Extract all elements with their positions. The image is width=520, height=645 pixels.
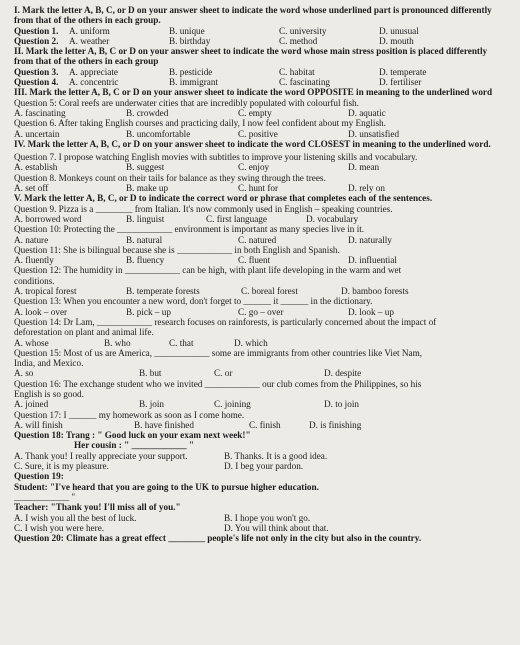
question-8-options: A. set off B. make up C. hunt for D. rely on (14, 183, 385, 194)
question-19-blank: ____________ " (14, 491, 76, 502)
section-v-instruction: V. Mark the letter A, B, C, or D to indicate the correct word or phrase that completes each of the sentences. (14, 193, 433, 204)
question-9-options: A. borrowed word B. linguist C. first language D. vocabulary (14, 213, 359, 224)
question-17-options: A. will finish B. have finished C. finish D. is finishing (14, 419, 362, 430)
question-7-options: A. establish B. suggest C. enjoy D. mean (14, 162, 380, 173)
question-20-stem: Question 20: Climate has a great effect ________ people's life not only in the city but also in the country. (14, 533, 422, 544)
question-13-options: A. look – over B. pick – up C. go – over D. look – up (14, 306, 394, 317)
question-10-options: A. nature B. natural C. natured D. naturally (14, 234, 392, 245)
question-6-options: A. uncertain B. uncomfortable C. positive D. unsatisfied (14, 128, 400, 139)
worksheet-page (8, 0, 514, 645)
question-19-teacher: Teacher: "Thank you! I'll miss all of you." (14, 502, 181, 513)
question-13-stem: Question 13: When you encounter a new word, don't forget to ______ it ______ in the dictionary. (14, 296, 373, 307)
question-8-stem: Question 8. Monkeys count on their tails for balance as they swing through the trees. (14, 172, 326, 183)
question-2: Question 2. A. weather B. birthday C. method D. mouth (14, 35, 414, 46)
question-19-options-ab: A. I wish you all the best of luck. B. I hope you won't go. (14, 512, 311, 523)
question-14-options: A. whose B. who C. that D. which (14, 337, 268, 348)
question-3: Question 3. A. appreciate B. pesticide C. habitat D. temperate (14, 66, 427, 77)
question-18-options-ab: A. Thank you! I really appreciate your support. B. Thanks. It is a good idea. (14, 450, 328, 461)
question-11-options: A. fluently B. fluency C. fluent D. influential (14, 255, 397, 266)
question-16-options: A. joined B. join C. joining D. to join (14, 399, 359, 410)
question-19-label: Question 19: (14, 471, 64, 482)
section-ii-instruction: II. Mark the letter A, B, C or D on your answer sheet to indicate the word whose main stress position is placed differently from that of the others in each group (14, 46, 488, 67)
question-16-stem: Question 16: The exchange student who we invited ____________ our club comes from the Philippines, so his (14, 378, 422, 389)
question-7-stem: Question 7. I propose watching English movies with subtitles to improve your listening skills and vocabulary. (14, 152, 418, 163)
question-18-options-cd: C. Sure, it is my pleasure. D. I beg your pardon. (14, 461, 304, 472)
section-iv-instruction: IV. Mark the letter A, B, C, or D on your answer sheet to indicate the word CLOSEST in meaning to the underlined word. (14, 138, 491, 149)
question-12-stem: Question 12: The humidity in ____________ can be high, with plant life developing in the warm and wet (14, 265, 402, 276)
question-14-stem: Question 14: Dr Lam, ____________ research focuses on rainforests, is particularly concerned about the impact of (14, 316, 437, 327)
question-12-stem-cont: conditions. (14, 275, 55, 286)
question-19-options-cd: C. I wish you were here. D. You will think about that. (14, 522, 329, 533)
question-18-cousin: Her cousin : " ____________ " (74, 440, 195, 451)
question-12-options: A. tropical forest B. temperate forests C. boreal forest D. bamboo forests (14, 286, 409, 297)
question-1: Question 1. A. uniform B. unique C. university D. unusual (14, 25, 419, 36)
question-15-stem: Question 15: Most of us are America, ____________ some are immigrants from other countries like Viet Nam, (14, 347, 423, 358)
question-19-student: Student: "I've heard that you are going to the UK to pursue higher education. (14, 481, 319, 492)
question-6-stem: Question 6. After taking English courses and practicing daily, I now feel confident about my English. (14, 118, 386, 129)
question-5-options: A. fascinating B. crowded C. empty D. aquatic (14, 107, 386, 118)
question-17-stem: Question 17: I ______ my homework as soon as I come home. (14, 409, 245, 420)
question-10-stem: Question 10: Protecting the ____________ environment is important as many species live in it. (14, 224, 365, 235)
question-4: Question 4. A. concentric B. immigrant C. fascinating D. fertiliser (14, 77, 422, 88)
question-11-stem: Question 11: She is bilingual because she is ____________ in both English and Spanish. (14, 244, 340, 255)
question-14-stem-cont: deforestation on plant and animal life. (14, 327, 154, 338)
section-iii-instruction: III. Mark the letter A, B, C or D on your answer sheet to indicate the word OPPOSITE in meaning to the underlined word (14, 87, 493, 98)
question-16-stem-cont: English is so good. (14, 388, 84, 399)
section-i-instruction: I. Mark the letter A, B, C, or D on your answer sheet to indicate the word whose underlined part is pronounced differently from that of the others in each group. (14, 5, 492, 26)
question-15-stem-cont: India, and Mexico. (14, 358, 84, 369)
question-15-options: A. so B. but C. or D. despite (14, 368, 362, 379)
question-5-stem: Question 5: Coral reefs are underwater cities that are incredibly populated with colourful fish. (14, 97, 359, 108)
question-18-stem: Question 18: Trang : " Good luck on your exam next week!" (14, 430, 251, 441)
question-9-stem: Question 9. Pizza is a ________ from Italian. It's now commonly used in English – speaking countries. (14, 203, 393, 214)
